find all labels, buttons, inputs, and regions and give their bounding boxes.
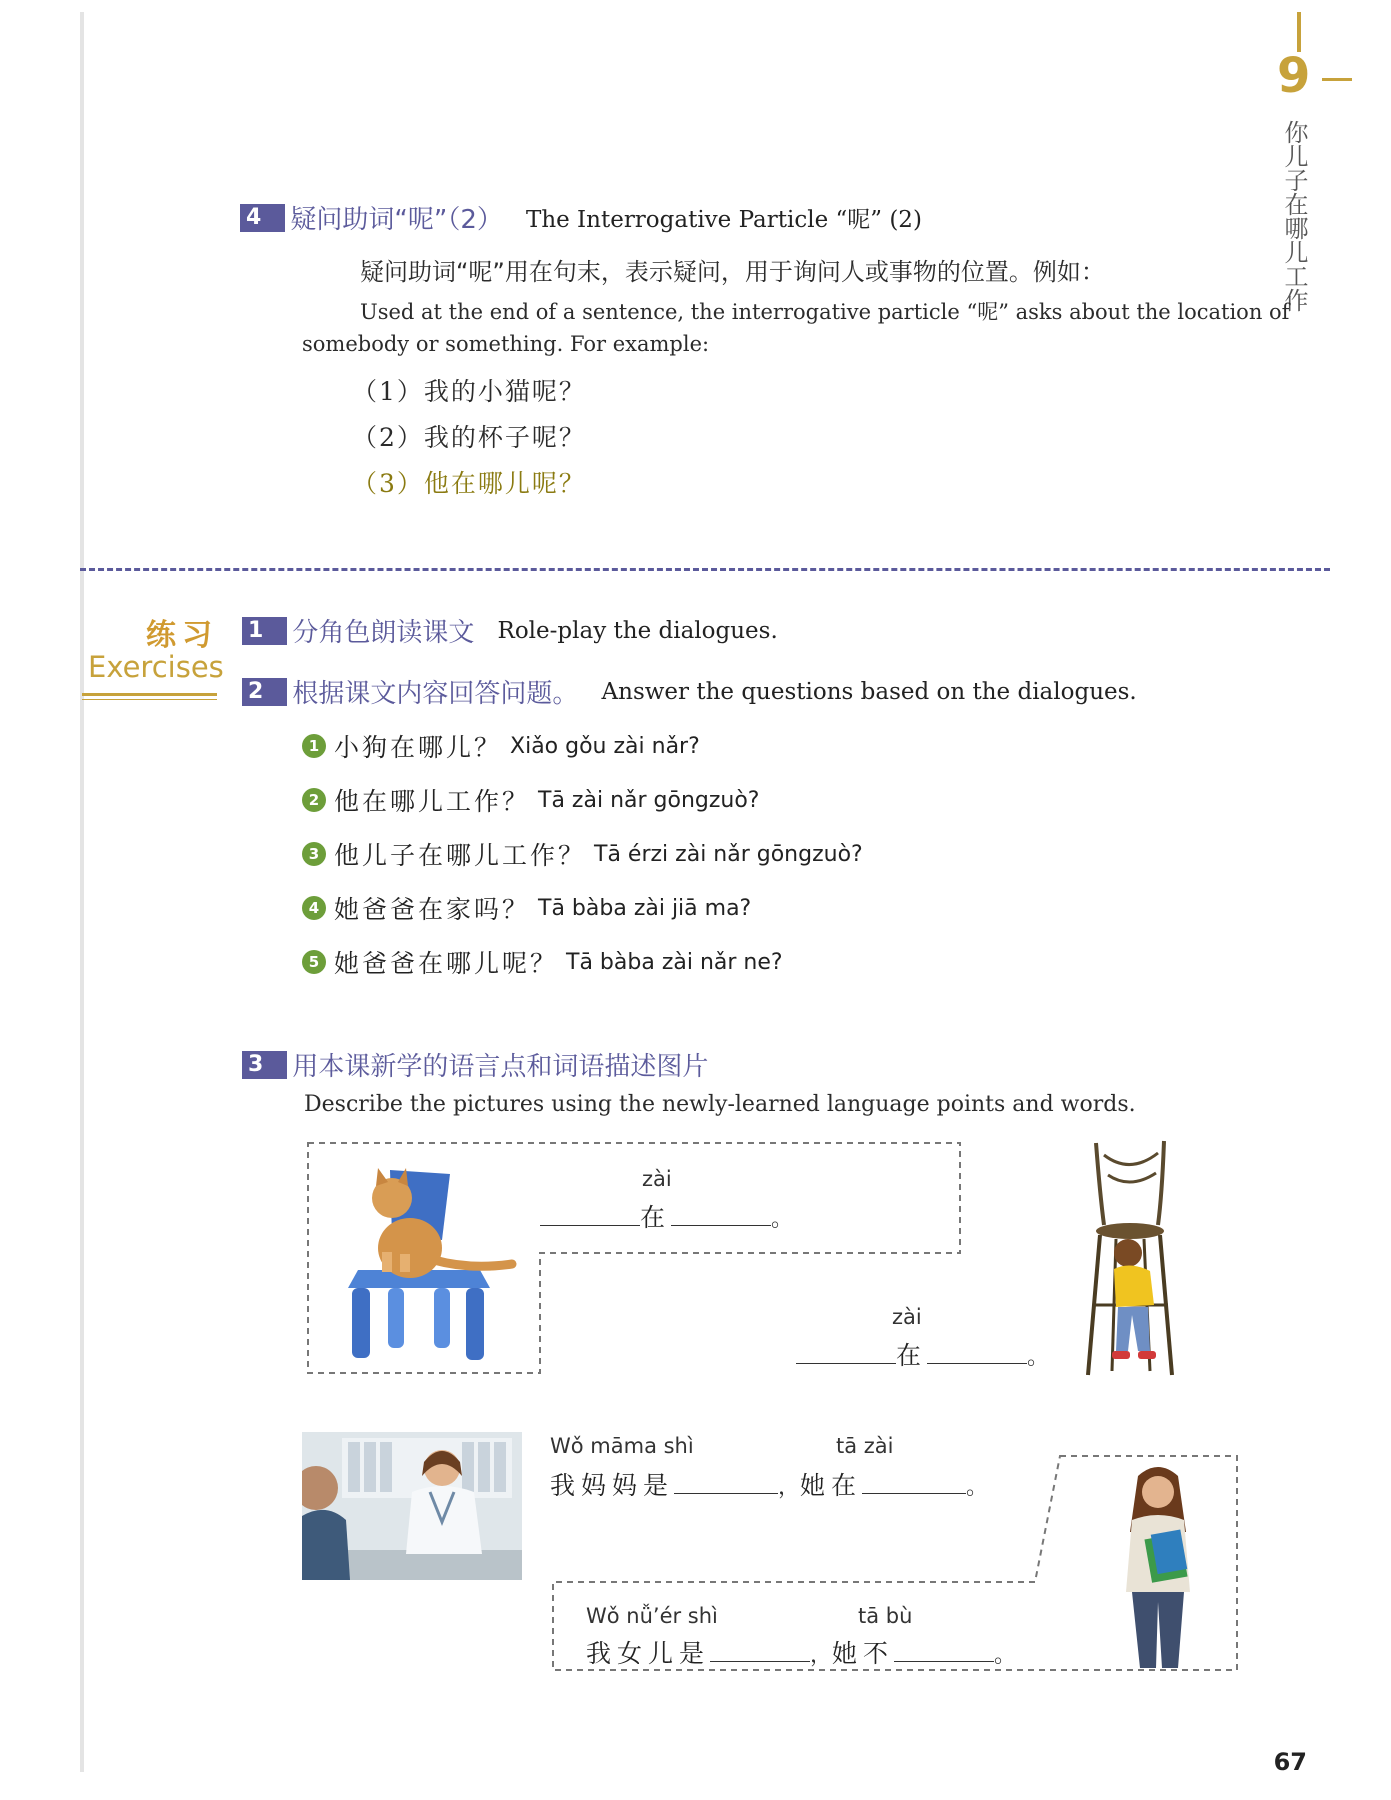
item-b-sentence <box>796 1336 1049 1372</box>
page-number: 67 <box>1273 1748 1307 1776</box>
example-2: （2）我的杯子呢？ <box>352 423 586 452</box>
example-1: （1）我的小猫呢？ <box>352 377 586 406</box>
stool-with-child-illustration <box>1080 1135 1220 1385</box>
blank-field[interactable] <box>671 1224 771 1226</box>
question-3 <box>302 836 863 872</box>
blank-field[interactable] <box>540 1224 640 1226</box>
question-2 <box>302 782 760 818</box>
exercise-2-title-cn: 根据课文内容回答问题。 <box>292 679 579 709</box>
exercises-label-cn: 练习 <box>146 618 218 653</box>
exercise-3-number: 3 <box>242 1051 287 1079</box>
exercise-1-heading <box>242 612 778 649</box>
section-desc-en-2: somebody or something. For example: <box>302 332 710 356</box>
blank-field[interactable] <box>894 1660 994 1662</box>
item-c-pinyin-2: tā zài <box>836 1434 894 1458</box>
chapter-title: 你儿子在哪儿工作 <box>1280 120 1308 312</box>
section-heading <box>240 199 922 236</box>
blank-field[interactable] <box>927 1362 1027 1364</box>
exercise-2-number: 2 <box>242 678 287 706</box>
question-pinyin: Tā zài nǎr gōngzuò? <box>538 787 760 813</box>
item-d-sentence <box>586 1634 1016 1670</box>
sentence-end: 。 <box>994 1643 1017 1668</box>
question-1 <box>302 728 700 764</box>
item-c-word-2: 她在 <box>800 1471 863 1500</box>
question-pinyin: Tā érzi zài nǎr gōngzuò? <box>594 841 863 867</box>
section-desc-en-1: Used at the end of a sentence, the interrogative particle “呢” asks about the location of <box>360 300 1290 324</box>
question-pinyin: Tā bàba zài nǎr ne? <box>566 949 783 975</box>
section-title-en: The Interrogative Particle “呢” (2) <box>525 207 922 233</box>
item-c-word-1: 我妈妈是 <box>550 1471 675 1500</box>
item-a-sentence <box>540 1198 793 1234</box>
section-divider <box>80 568 1330 571</box>
exercise-2-title-en: Answer the questions based on the dialogues. <box>601 678 1137 705</box>
chapter-rule <box>1297 12 1301 52</box>
exercise-1-title-en: Role-play the dialogues. <box>497 617 778 644</box>
section-number: 4 <box>240 204 285 232</box>
cat-on-chair-illustration <box>330 1160 520 1370</box>
blank-field[interactable] <box>796 1362 896 1364</box>
chapter-number: 9 <box>1277 48 1311 104</box>
comma: ， <box>810 1643 833 1668</box>
blank-field[interactable] <box>710 1660 810 1662</box>
sentence-end: 。 <box>771 1207 794 1232</box>
sentence-end: 。 <box>966 1475 989 1500</box>
question-pinyin: Xiǎo gǒu zài nǎr? <box>510 733 700 759</box>
exercises-label-en: Exercises <box>88 650 224 684</box>
chapter-dash <box>1322 78 1352 81</box>
section-title-cn: 疑问助词“呢”（2） <box>290 205 503 235</box>
question-number-badge: 1 <box>302 734 326 758</box>
item-d-pinyin-1: Wǒ nǚ’ér shì <box>586 1604 718 1628</box>
doctor-patient-photo <box>302 1432 522 1580</box>
item-b-pinyin: zài <box>892 1305 922 1329</box>
exercise-2-heading <box>242 673 1137 710</box>
item-d-word-1: 我女儿是 <box>586 1639 711 1668</box>
exercise-1-title-cn: 分角色朗读课文 <box>292 618 475 648</box>
question-cn: 小狗在哪儿？ <box>334 733 503 762</box>
question-number-badge: 2 <box>302 788 326 812</box>
question-number-badge: 5 <box>302 950 326 974</box>
section-desc-cn: 疑问助词“呢”用在句末，表示疑问，用于询问人或事物的位置。例如： <box>360 258 1105 286</box>
question-5 <box>302 944 783 980</box>
page-edge <box>80 12 84 1772</box>
item-d-pinyin-2: tā bù <box>858 1604 913 1628</box>
item-a-word: 在 <box>640 1203 672 1232</box>
exercise-3-title-cn: 用本课新学的语言点和词语描述图片 <box>292 1052 709 1082</box>
question-cn: 她爸爸在哪儿呢？ <box>334 949 559 978</box>
question-cn: 他在哪儿工作？ <box>334 787 531 816</box>
question-pinyin: Tā bàba zài jiā ma? <box>538 895 752 921</box>
exercise-3-heading <box>242 1046 708 1083</box>
question-number-badge: 4 <box>302 896 326 920</box>
sentence-end: 。 <box>1027 1345 1050 1370</box>
question-cn: 他儿子在哪儿工作？ <box>334 841 587 870</box>
item-a-pinyin: zài <box>642 1167 672 1191</box>
question-number-badge: 3 <box>302 842 326 866</box>
comma: ， <box>778 1475 801 1500</box>
item-b-word: 在 <box>896 1341 928 1370</box>
student-girl-illustration <box>1108 1462 1208 1672</box>
item-c-pinyin-1: Wǒ māma shì <box>550 1434 694 1458</box>
exercises-underline-thin <box>82 699 217 700</box>
exercises-underline <box>82 693 217 696</box>
question-cn: 她爸爸在家吗？ <box>334 895 531 924</box>
question-4 <box>302 890 751 926</box>
example-3: （3）他在哪儿呢？ <box>352 469 586 498</box>
exercise-3-title-en: Describe the pictures using the newly-learned language points and words. <box>304 1092 1136 1117</box>
item-d-word-2: 她不 <box>832 1639 895 1668</box>
exercise-1-number: 1 <box>242 617 287 645</box>
